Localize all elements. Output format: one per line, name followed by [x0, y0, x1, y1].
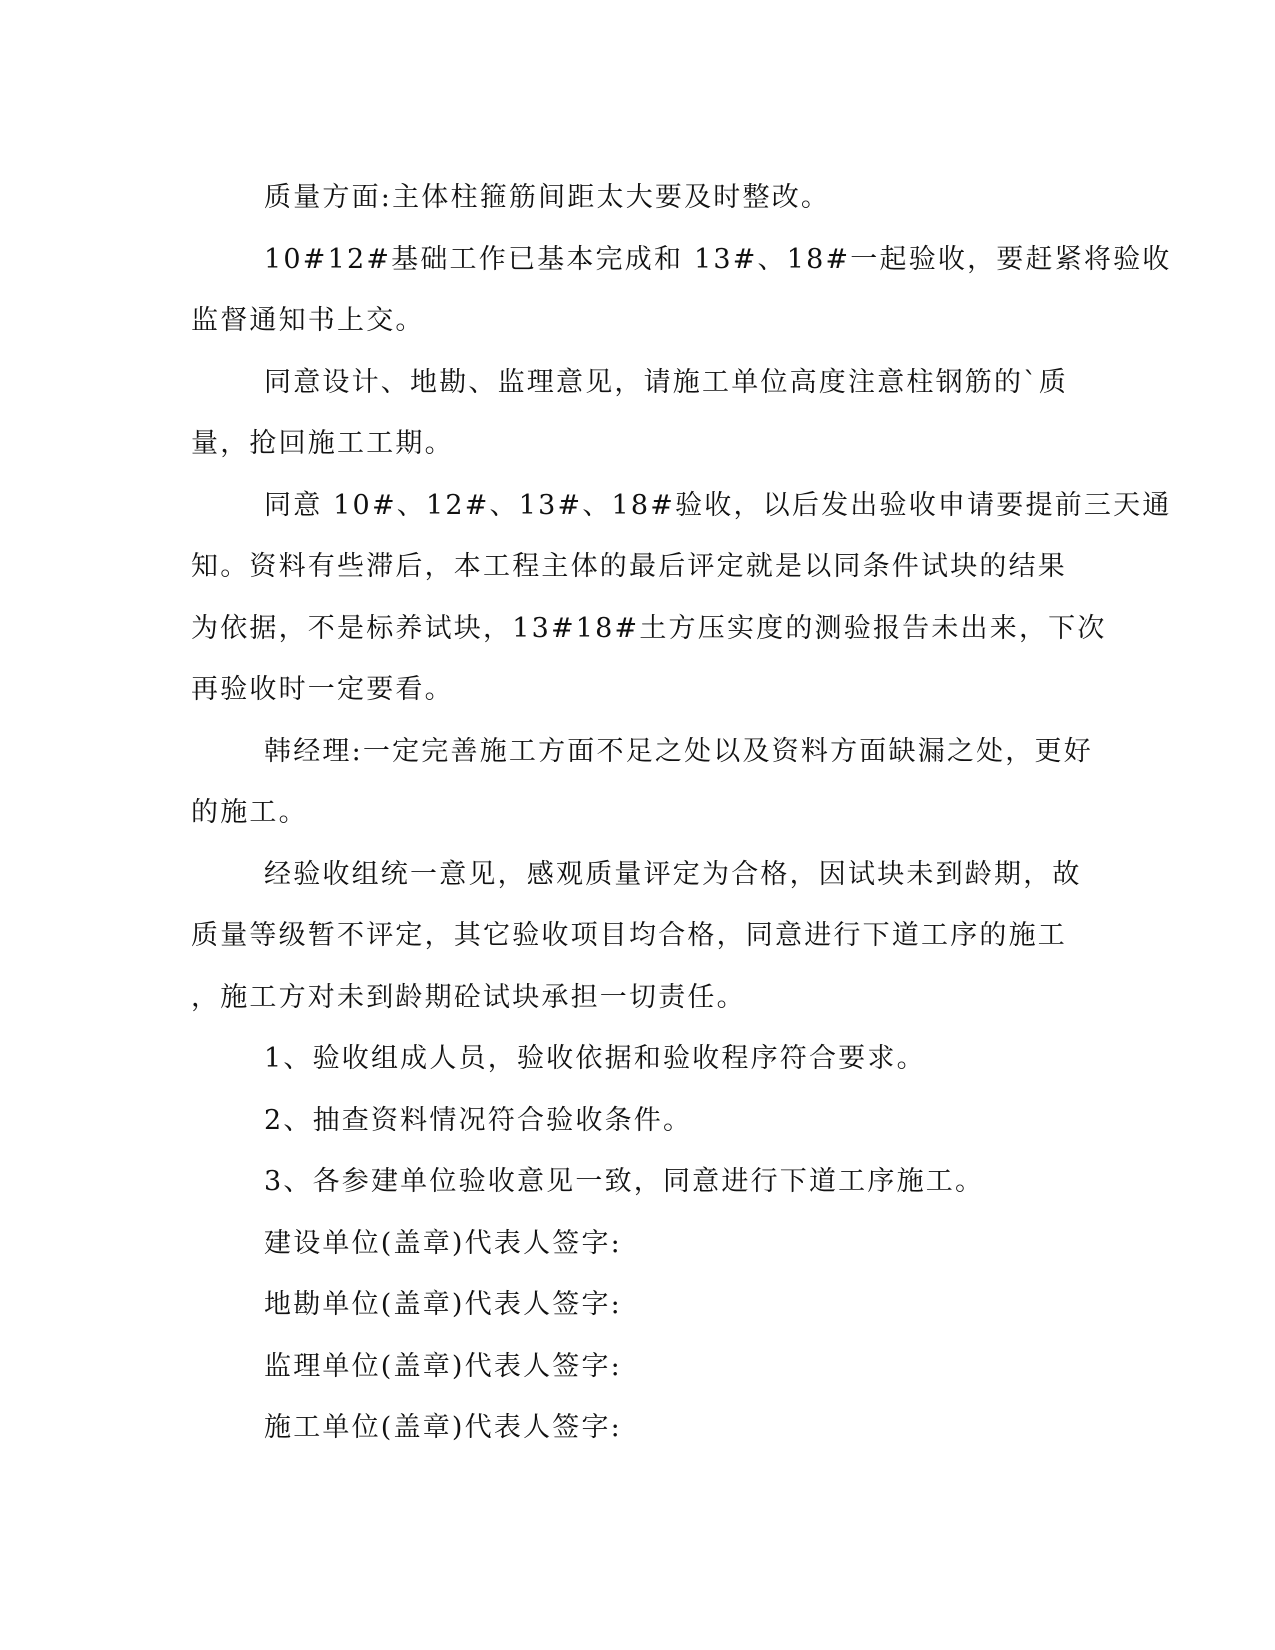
list-item-3: 3、各参建单位验收意见一致，同意进行下道工序施工。: [264, 1166, 985, 1197]
paragraph-manager-line-1: 韩经理:一定完善施工方面不足之处以及资料方面缺漏之处，更好: [264, 735, 1093, 767]
paragraph-group-opinion-line-3: ，施工方对未到龄期砼试块承担一切责任。: [191, 981, 746, 1013]
paragraph-quality-line-1: 质量方面:主体柱箍筋间距太大要及时整改。: [264, 182, 831, 213]
paragraph-group-opinion-line-1: 经验收组统一意见，感观质量评定为合格，因试块未到龄期，故: [264, 858, 1082, 890]
list-item-2: 2、抽查资料情况符合验收条件。: [264, 1104, 693, 1136]
paragraph-acceptance-line-1: 同意 10#、12#、13#、18#验收，以后发出验收申请要提前三天通: [264, 489, 1172, 521]
signature-line-contractor-unit: 施工单位(盖章)代表人签字:: [264, 1412, 622, 1443]
paragraph-manager-line-2: 的施工。: [191, 797, 308, 828]
paragraph-foundation-line-1: 10#12#基础工作已基本完成和 13#、18#一起验收，要赶紧将验收: [264, 243, 1172, 275]
signature-line-supervision-unit: 监理单位(盖章)代表人签字:: [264, 1350, 622, 1382]
paragraph-acceptance-line-4: 再验收时一定要看。: [191, 674, 454, 705]
paragraph-foundation-line-2: 监督通知书上交。: [191, 305, 425, 336]
document-body: [191, 167, 1172, 1459]
signature-line-survey-unit: 地勘单位(盖章)代表人签字:: [264, 1289, 622, 1320]
paragraph-acceptance-line-2: 知。资料有些滞后，本工程主体的最后评定就是以同条件试块的结果: [191, 551, 1067, 582]
paragraph-group-opinion-line-2: 质量等级暂不评定，其它验收项目均合格，同意进行下道工序的施工: [191, 920, 1067, 951]
paragraph-agree-design-line-2: 量，抢回施工工期。: [191, 428, 454, 459]
paragraph-agree-design-line-1: 同意设计、地勘、监理意见，请施工单位高度注意柱钢筋的`质: [264, 366, 1069, 398]
signature-line-construction-unit: 建设单位(盖章)代表人签字:: [264, 1227, 622, 1259]
paragraph-acceptance-line-3: 为依据，不是标养试块，13#18#土方压实度的测验报告未出来，下次: [191, 612, 1107, 644]
list-item-1: 1、验收组成人员，验收依据和验收程序符合要求。: [264, 1043, 926, 1074]
